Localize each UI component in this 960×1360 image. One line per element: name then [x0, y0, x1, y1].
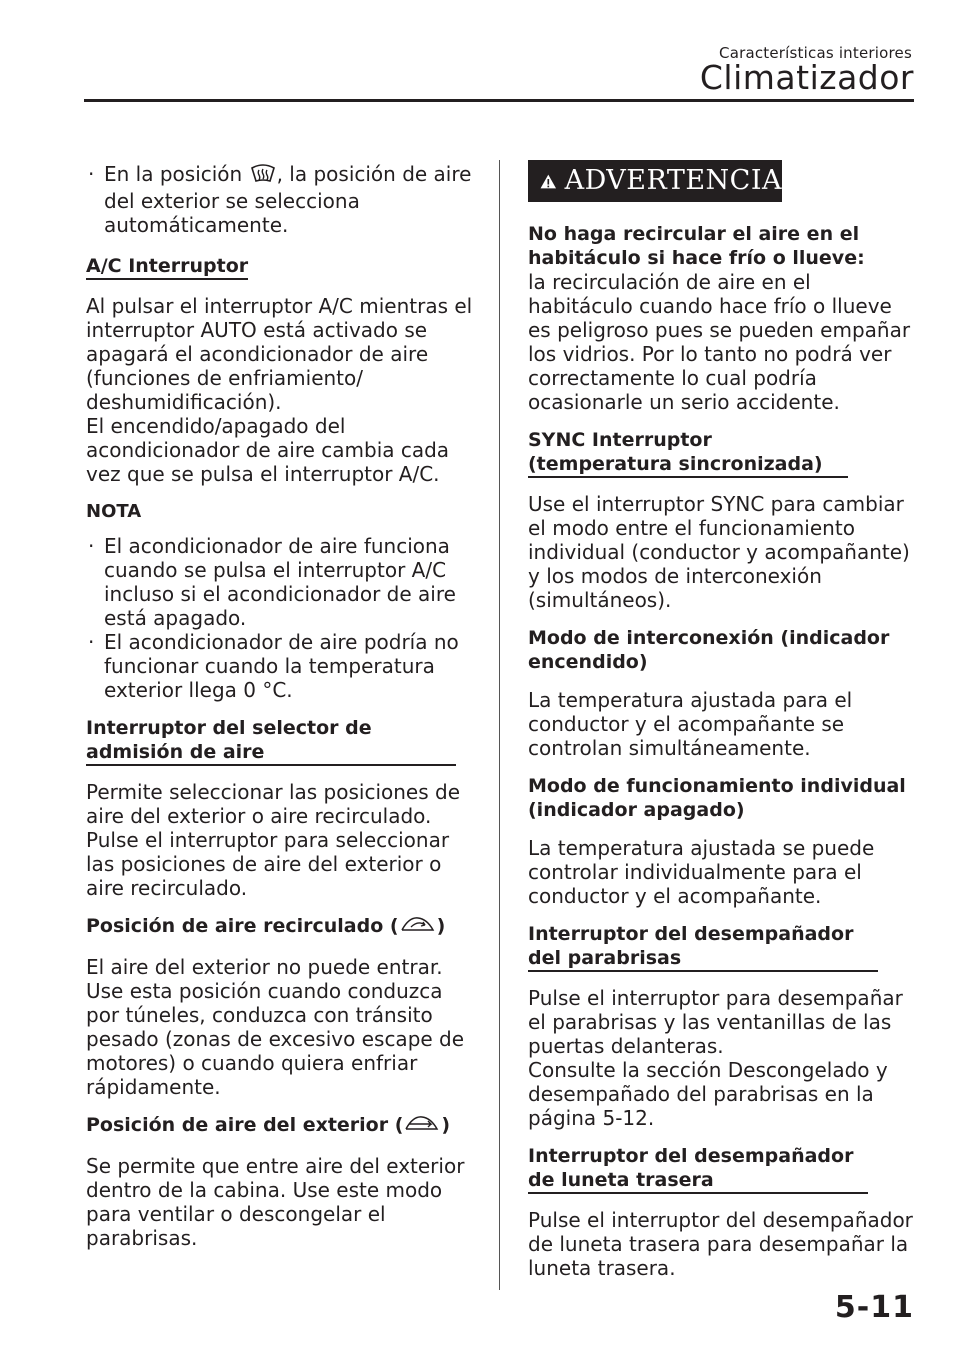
page-number: 5-11 [834, 1290, 914, 1325]
warning-label: ADVERTENCIA [564, 165, 782, 196]
sync-paragraph: Use el interruptor SYNC para cambiar el modo entre el funcionamiento individual (conductor y acompañante) y los modos de interconexión (simultáneos). [528, 492, 910, 612]
header-rule [84, 99, 914, 102]
outside-air-paragraph: Se permite que entre aire del exterior dentro de la cabina. Use este modo para ventilar o descongelar el parabrisas. [86, 1154, 465, 1250]
section-label: Características interiores [719, 44, 912, 62]
nota-label: NOTA [86, 501, 142, 522]
ac-paragraph-1 [86, 294, 481, 414]
air-intake-heading: Interruptor del selector de admisión de aire [86, 716, 456, 766]
ac-paragraph-2: El encendido/apagado del acondicionador de aire cambia cada vez que se pulsa el interruptor A/C. [86, 414, 450, 486]
warning-text: la recirculación de aire en el habitáculo cuando hace frío o llueve es peligroso pues se pueden empañar los vidrios. Por lo tanto no podrá ver correctamente lo cual podría ocasionarle un serio accidente. [528, 270, 911, 414]
rear-defogger-paragraph: Pulse el interruptor del desempañador de luneta trasera para desempañar la luneta trasera. [528, 1208, 913, 1280]
recirculated-paragraph: El aire del exterior no puede entrar. Use esta posición cuando conduzca por túneles, conduzca con tránsito pesado (zonas de excesivo escape de motores) o cuando quiera enfriar rápidamente. [86, 955, 465, 1099]
intro-bullet-pre: En la posición [104, 162, 243, 186]
left-column [86, 162, 481, 1264]
intro-bullet [86, 162, 481, 237]
intake-paragraph-2: Pulse el interruptor para seleccionar las posiciones de aire del exterior o aire recirculado. [86, 828, 450, 900]
windshield-defrost-icon [249, 162, 277, 189]
ac-paragraph-1-text: Al pulsar el interruptor A/C mientras el interruptor AUTO está activado se apagará el acondicionador de aire (funciones de enfriamiento/ deshumidificación). [86, 294, 473, 414]
recirculation-icon [399, 915, 437, 941]
column-divider [499, 160, 500, 1290]
rear-defogger-heading: Interruptor del desempañador de luneta trasera [528, 1144, 868, 1194]
ac-switch-heading: A/C Interruptor [86, 254, 248, 280]
page-title: Climatizador [699, 58, 914, 97]
recirculated-heading [86, 914, 481, 941]
outside-air-icon [403, 1114, 441, 1140]
individual-mode-paragraph: La temperatura ajustada se puede controlar individualmente para el conductor y el acompañante. [528, 836, 875, 908]
individual-mode-heading: Modo de funcionamiento individual (indicador apagado) [528, 775, 906, 821]
nota-bullet-1: · El acondicionador de aire funciona cuando se pulsa el interruptor A/C incluso si el acondicionador de aire está apagado. [86, 534, 481, 630]
defogger-paragraph-1: Pulse el interruptor para desempañar el parabrisas y las ventanillas de las puertas delanteras. [528, 986, 903, 1058]
warning-bold-text: No haga recircular el aire en el habitáculo si hace frío o llueve: [528, 223, 865, 269]
right-column [528, 160, 920, 1294]
intro-bullet-post: , la posición de aire del exterior se selecciona automáticamente. [104, 162, 472, 237]
sync-switch-heading: SYNC Interruptor (temperatura sincronizada) [528, 428, 848, 478]
warning-triangle-icon [540, 168, 557, 195]
recirculated-heading-text: Posición de aire recirculado ( [86, 915, 399, 937]
outside-air-heading-text: Posición de aire del exterior ( [86, 1114, 404, 1136]
interconnection-mode-heading: Modo de interconexión (indicador encendido) [528, 627, 890, 673]
defogger-paragraph-2: Consulte la sección Descongelado y desempañado del parabrisas en la página 5-12. [528, 1058, 888, 1130]
outside-air-heading-close: ) [441, 1114, 451, 1136]
outside-air-heading [86, 1113, 481, 1140]
nota-bullet-2: · El acondicionador de aire podría no funcionar cuando la temperatura exterior llega 0 °C. [86, 630, 481, 702]
windshield-defogger-heading: Interruptor del desempañador del parabrisas [528, 922, 878, 972]
recirculated-heading-close: ) [436, 915, 446, 937]
warning-banner [528, 160, 782, 202]
intake-paragraph-1: Permite seleccionar las posiciones de aire del exterior o aire recirculado. [86, 780, 460, 828]
interconnection-mode-paragraph: La temperatura ajustada para el conductor y el acompañante se controlan simultáneamente. [528, 688, 853, 760]
